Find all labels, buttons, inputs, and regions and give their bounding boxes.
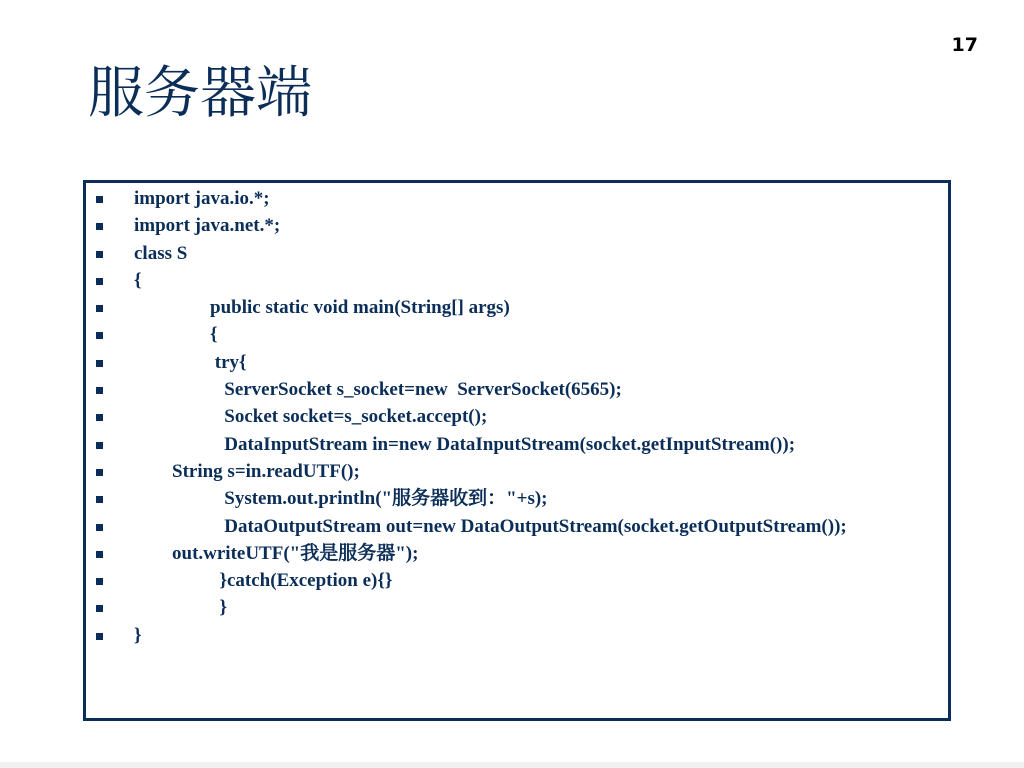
square-bullet-icon	[96, 414, 103, 421]
code-box	[83, 180, 951, 721]
code-line-text: DataOutputStream out=new DataOutputStream(socket.getOutputStream());	[134, 515, 847, 537]
square-bullet-icon	[96, 278, 103, 285]
code-line	[86, 406, 866, 433]
code-line	[86, 434, 866, 461]
square-bullet-icon	[96, 442, 103, 449]
code-line-text: try{	[134, 351, 247, 373]
square-bullet-icon	[96, 360, 103, 367]
square-bullet-icon	[96, 524, 103, 531]
square-bullet-icon	[96, 551, 103, 558]
code-line-text: class S	[134, 242, 188, 264]
slide-title: 服务器端	[88, 61, 312, 126]
code-line-text: import java.io.*;	[134, 188, 270, 209]
code-line-text: DataInputStream in=new DataInputStream(socket.getInputStream());	[134, 433, 796, 455]
square-bullet-icon	[96, 332, 103, 339]
code-line	[86, 461, 866, 488]
code-line	[86, 379, 866, 406]
code-line-text: System.out.println("服务器收到："+s);	[134, 488, 548, 510]
code-line	[86, 324, 866, 351]
code-line-text: {	[134, 324, 218, 346]
code-line-text: {	[134, 269, 142, 291]
code-line	[86, 270, 866, 297]
code-line	[86, 215, 866, 242]
code-line-text: out.writeUTF("我是服务器");	[134, 542, 419, 564]
code-line	[86, 188, 866, 215]
code-line-text: }catch(Exception e){}	[134, 570, 393, 592]
code-list	[86, 188, 866, 652]
square-bullet-icon	[96, 469, 103, 476]
code-line-text: public static void main(String[] args)	[134, 297, 510, 319]
square-bullet-icon	[96, 251, 103, 258]
square-bullet-icon	[96, 305, 103, 312]
square-bullet-icon	[96, 496, 103, 503]
code-line	[86, 543, 866, 570]
square-bullet-icon	[96, 633, 103, 640]
code-line	[86, 297, 866, 324]
square-bullet-icon	[96, 387, 103, 394]
code-line-text: }	[134, 624, 142, 646]
code-line-text: }	[134, 597, 227, 619]
page-number: 17	[951, 34, 978, 56]
code-line	[86, 516, 866, 543]
bottom-band	[0, 762, 1024, 768]
code-line	[86, 570, 866, 597]
code-line	[86, 488, 866, 515]
square-bullet-icon	[96, 578, 103, 585]
square-bullet-icon	[96, 196, 103, 203]
code-line	[86, 597, 866, 624]
code-line	[86, 625, 866, 652]
code-line-text: import java.net.*;	[134, 215, 281, 237]
square-bullet-icon	[96, 605, 103, 612]
square-bullet-icon	[96, 223, 103, 230]
code-line-text: String s=in.readUTF();	[134, 460, 360, 482]
code-line-text: Socket socket=s_socket.accept();	[134, 406, 488, 428]
code-line-text: ServerSocket s_socket=new ServerSocket(6565);	[134, 379, 622, 401]
code-line	[86, 243, 866, 270]
code-line	[86, 352, 866, 379]
